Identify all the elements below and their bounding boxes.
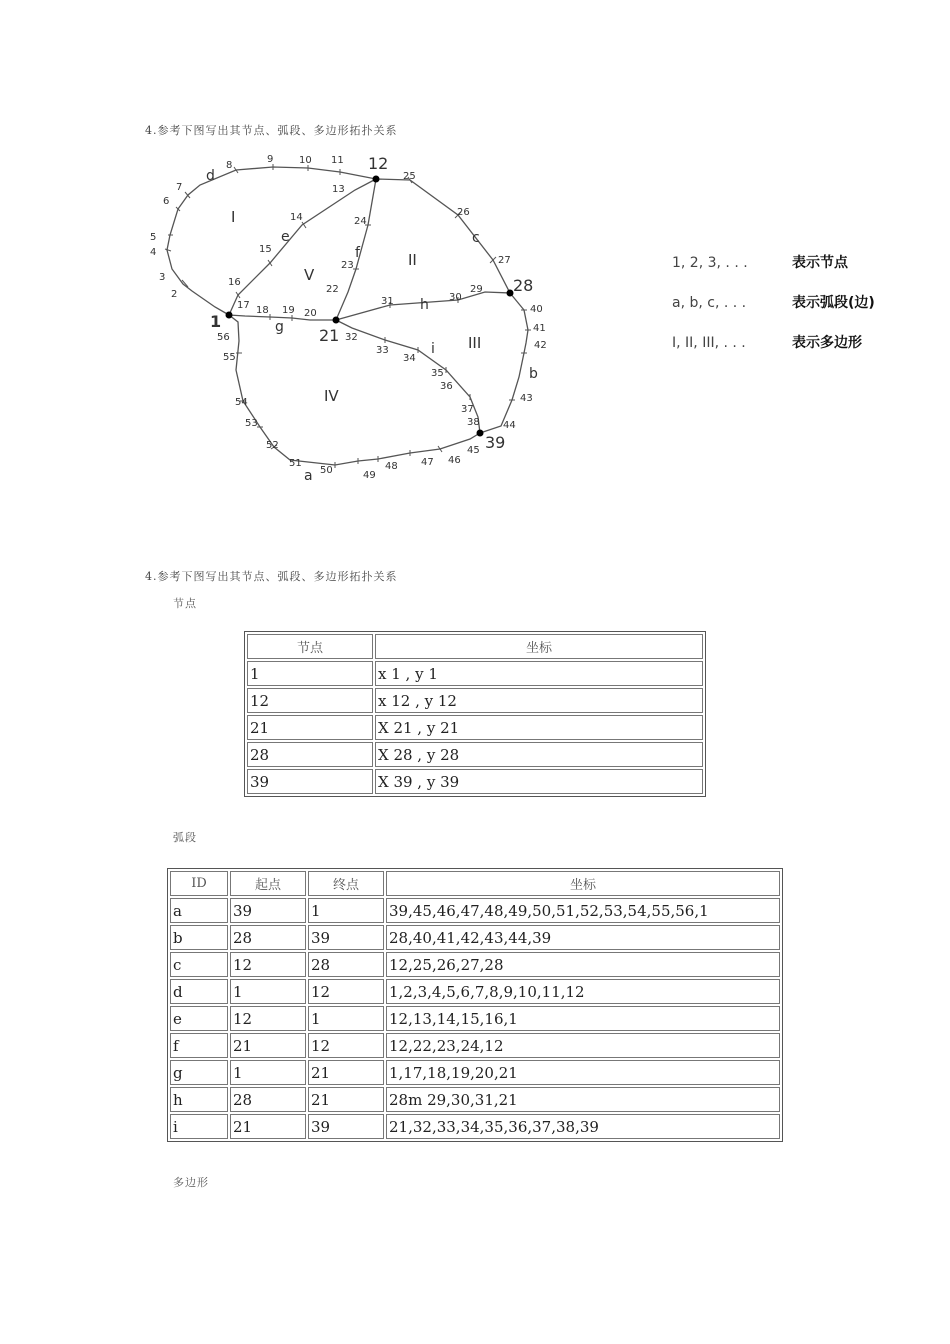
cell: 12,25,26,27,28 xyxy=(386,952,780,977)
cell: 1,17,18,19,20,21 xyxy=(386,1060,780,1085)
cell: X 28 , y 28 xyxy=(375,742,703,767)
cell: 39 xyxy=(308,1114,384,1139)
point-label: 41 xyxy=(533,323,546,334)
node-caption: 节点 xyxy=(173,597,197,610)
column-header: 坐标 xyxy=(386,871,780,896)
arc-label: e xyxy=(281,229,290,245)
cell: x 12 , y 12 xyxy=(375,688,703,713)
node-label: 28 xyxy=(513,276,534,295)
arc-caption: 弧段 xyxy=(173,831,197,844)
cell: X 21 , y 21 xyxy=(375,715,703,740)
point-label: 15 xyxy=(259,244,272,255)
cell: 21 xyxy=(247,715,373,740)
arc-table xyxy=(167,868,783,1142)
point-label: 37 xyxy=(461,404,474,415)
polygon-label: IV xyxy=(324,387,339,405)
cell: 12,22,23,24,12 xyxy=(386,1033,780,1058)
cell: 12 xyxy=(230,952,306,977)
point-label: 40 xyxy=(530,304,543,315)
point-label: 8 xyxy=(226,160,233,171)
point-label: 44 xyxy=(503,420,516,431)
cell: c xyxy=(170,952,228,977)
point-label: 45 xyxy=(467,445,480,456)
heading-top: 4.参考下图写出其节点、弧段、多边形拓扑关系 xyxy=(145,124,398,137)
point-label: 11 xyxy=(331,155,344,166)
point-label: 50 xyxy=(320,465,333,476)
arc-label: f xyxy=(355,245,360,261)
point-label: 16 xyxy=(228,277,241,288)
cell: 21,32,33,34,35,36,37,38,39 xyxy=(386,1114,780,1139)
cell: 12 xyxy=(308,979,384,1004)
point-label: 43 xyxy=(520,393,533,404)
point-label: 31 xyxy=(381,296,394,307)
point-label: 19 xyxy=(282,305,295,316)
cell: h xyxy=(170,1087,228,1112)
node-label: 39 xyxy=(485,433,506,452)
cell: b xyxy=(170,925,228,950)
point-label: 7 xyxy=(176,182,183,193)
table-row xyxy=(170,925,780,950)
cell: 1 xyxy=(230,1060,306,1085)
point-label: 23 xyxy=(341,260,354,271)
cell: X 39 , y 39 xyxy=(375,769,703,794)
polygon-label: II xyxy=(408,251,417,269)
arc-label: a xyxy=(304,468,313,484)
polygon-caption: 多边形 xyxy=(173,1176,209,1189)
point-label: 49 xyxy=(363,470,376,481)
point-label: 32 xyxy=(345,332,358,343)
point-label: 25 xyxy=(403,171,416,182)
topology-diagram xyxy=(140,145,550,490)
table-row xyxy=(170,898,780,923)
node-label: 21 xyxy=(319,326,340,345)
legend-desc: 表示弧段(边) xyxy=(792,295,875,311)
cell: 28 xyxy=(308,952,384,977)
arc-label: d xyxy=(206,168,215,184)
table-row xyxy=(170,979,780,1004)
point-label: 2 xyxy=(171,289,178,300)
point-label: 42 xyxy=(534,340,547,351)
node-label: 12 xyxy=(368,154,389,173)
cell: 39 xyxy=(308,925,384,950)
column-header: 节点 xyxy=(247,634,373,659)
cell: 12 xyxy=(230,1006,306,1031)
table-row xyxy=(170,952,780,977)
legend-row-arcs xyxy=(672,292,875,312)
polygon-label: III xyxy=(468,334,482,352)
point-label: 35 xyxy=(431,368,444,379)
heading-bottom: 4.参考下图写出其节点、弧段、多边形拓扑关系 xyxy=(145,570,398,583)
legend-row-nodes xyxy=(672,252,848,272)
column-header: ID xyxy=(170,871,228,896)
arc-label: i xyxy=(431,341,435,357)
polygon-label: I xyxy=(231,208,236,226)
cell: f xyxy=(170,1033,228,1058)
cell: 1 xyxy=(308,1006,384,1031)
node-1-dot xyxy=(226,312,233,319)
node-table xyxy=(244,631,706,797)
cell: 1 xyxy=(308,898,384,923)
arc-b xyxy=(480,293,528,433)
node-12-dot xyxy=(373,176,380,183)
cell: 21 xyxy=(308,1060,384,1085)
legend-desc: 表示多边形 xyxy=(792,335,862,351)
legend-row-polygons xyxy=(672,332,862,352)
cell: 21 xyxy=(230,1114,306,1139)
point-label: 6 xyxy=(163,196,170,207)
node-label: 1 xyxy=(210,312,222,331)
point-label: 17 xyxy=(237,300,250,311)
table-row xyxy=(170,1114,780,1139)
legend-symbol: 1, 2, 3, . . . xyxy=(672,255,748,271)
point-label: 55 xyxy=(223,352,236,363)
table-row xyxy=(247,742,703,767)
table-header-row xyxy=(247,634,703,659)
point-label: 27 xyxy=(498,255,511,266)
arc-label: h xyxy=(420,297,429,313)
point-label: 33 xyxy=(376,345,389,356)
cell: 28m 29,30,31,21 xyxy=(386,1087,780,1112)
point-label: 52 xyxy=(266,440,279,451)
point-label: 48 xyxy=(385,461,398,472)
cell: 12 xyxy=(308,1033,384,1058)
cell: i xyxy=(170,1114,228,1139)
cell: 1,2,3,4,5,6,7,8,9,10,11,12 xyxy=(386,979,780,1004)
point-label: 26 xyxy=(457,207,470,218)
point-label: 34 xyxy=(403,353,416,364)
point-label: 4 xyxy=(150,247,157,258)
point-label: 5 xyxy=(150,232,157,243)
cell: 39 xyxy=(247,769,373,794)
cell: d xyxy=(170,979,228,1004)
table-row xyxy=(170,1087,780,1112)
point-label: 3 xyxy=(159,272,166,283)
point-label: 53 xyxy=(245,418,258,429)
table-row xyxy=(170,1060,780,1085)
point-label: 54 xyxy=(235,397,248,408)
cell: 39,45,46,47,48,49,50,51,52,53,54,55,56,1 xyxy=(386,898,780,923)
point-label: 24 xyxy=(354,216,367,227)
cell: 1 xyxy=(230,979,306,1004)
cell: 39 xyxy=(230,898,306,923)
node-21-dot xyxy=(333,317,340,324)
arc-e xyxy=(229,179,376,315)
table-row xyxy=(170,1033,780,1058)
point-label: 20 xyxy=(304,308,317,319)
point-label: 30 xyxy=(449,292,462,303)
legend-desc: 表示节点 xyxy=(792,255,848,271)
cell: 21 xyxy=(230,1033,306,1058)
cell: e xyxy=(170,1006,228,1031)
node-39-dot xyxy=(477,430,484,437)
cell: g xyxy=(170,1060,228,1085)
arc-c xyxy=(376,179,510,293)
point-label: 47 xyxy=(421,457,434,468)
point-label: 14 xyxy=(290,212,303,223)
polygon-label: V xyxy=(304,266,315,284)
cell: 12,13,14,15,16,1 xyxy=(386,1006,780,1031)
point-label: 51 xyxy=(289,458,302,469)
cell: 21 xyxy=(308,1087,384,1112)
arc-label: b xyxy=(529,366,538,382)
point-label: 46 xyxy=(448,455,461,466)
cell: x 1 , y 1 xyxy=(375,661,703,686)
point-label: 22 xyxy=(326,284,339,295)
table-row xyxy=(247,769,703,794)
cell: 28 xyxy=(247,742,373,767)
legend-symbol: I, II, III, . . . xyxy=(672,335,746,351)
cell: 1 xyxy=(247,661,373,686)
cell: a xyxy=(170,898,228,923)
column-header: 终点 xyxy=(308,871,384,896)
table-row xyxy=(247,661,703,686)
table-row xyxy=(170,1006,780,1031)
cell: 12 xyxy=(247,688,373,713)
point-label: 9 xyxy=(267,154,274,165)
column-header: 起点 xyxy=(230,871,306,896)
cell: 28 xyxy=(230,1087,306,1112)
table-row xyxy=(247,715,703,740)
column-header: 坐标 xyxy=(375,634,703,659)
point-label: 38 xyxy=(467,417,480,428)
arc-label: c xyxy=(472,230,480,246)
table-header-row xyxy=(170,871,780,896)
table-row xyxy=(247,688,703,713)
arc-label: g xyxy=(275,319,284,335)
point-label: 13 xyxy=(332,184,345,195)
legend-symbol: a, b, c, . . . xyxy=(672,295,747,311)
point-label: 56 xyxy=(217,332,230,343)
cell: 28 xyxy=(230,925,306,950)
point-label: 29 xyxy=(470,284,483,295)
cell: 28,40,41,42,43,44,39 xyxy=(386,925,780,950)
point-label: 36 xyxy=(440,381,453,392)
point-label: 10 xyxy=(299,155,312,166)
point-label: 18 xyxy=(256,305,269,316)
